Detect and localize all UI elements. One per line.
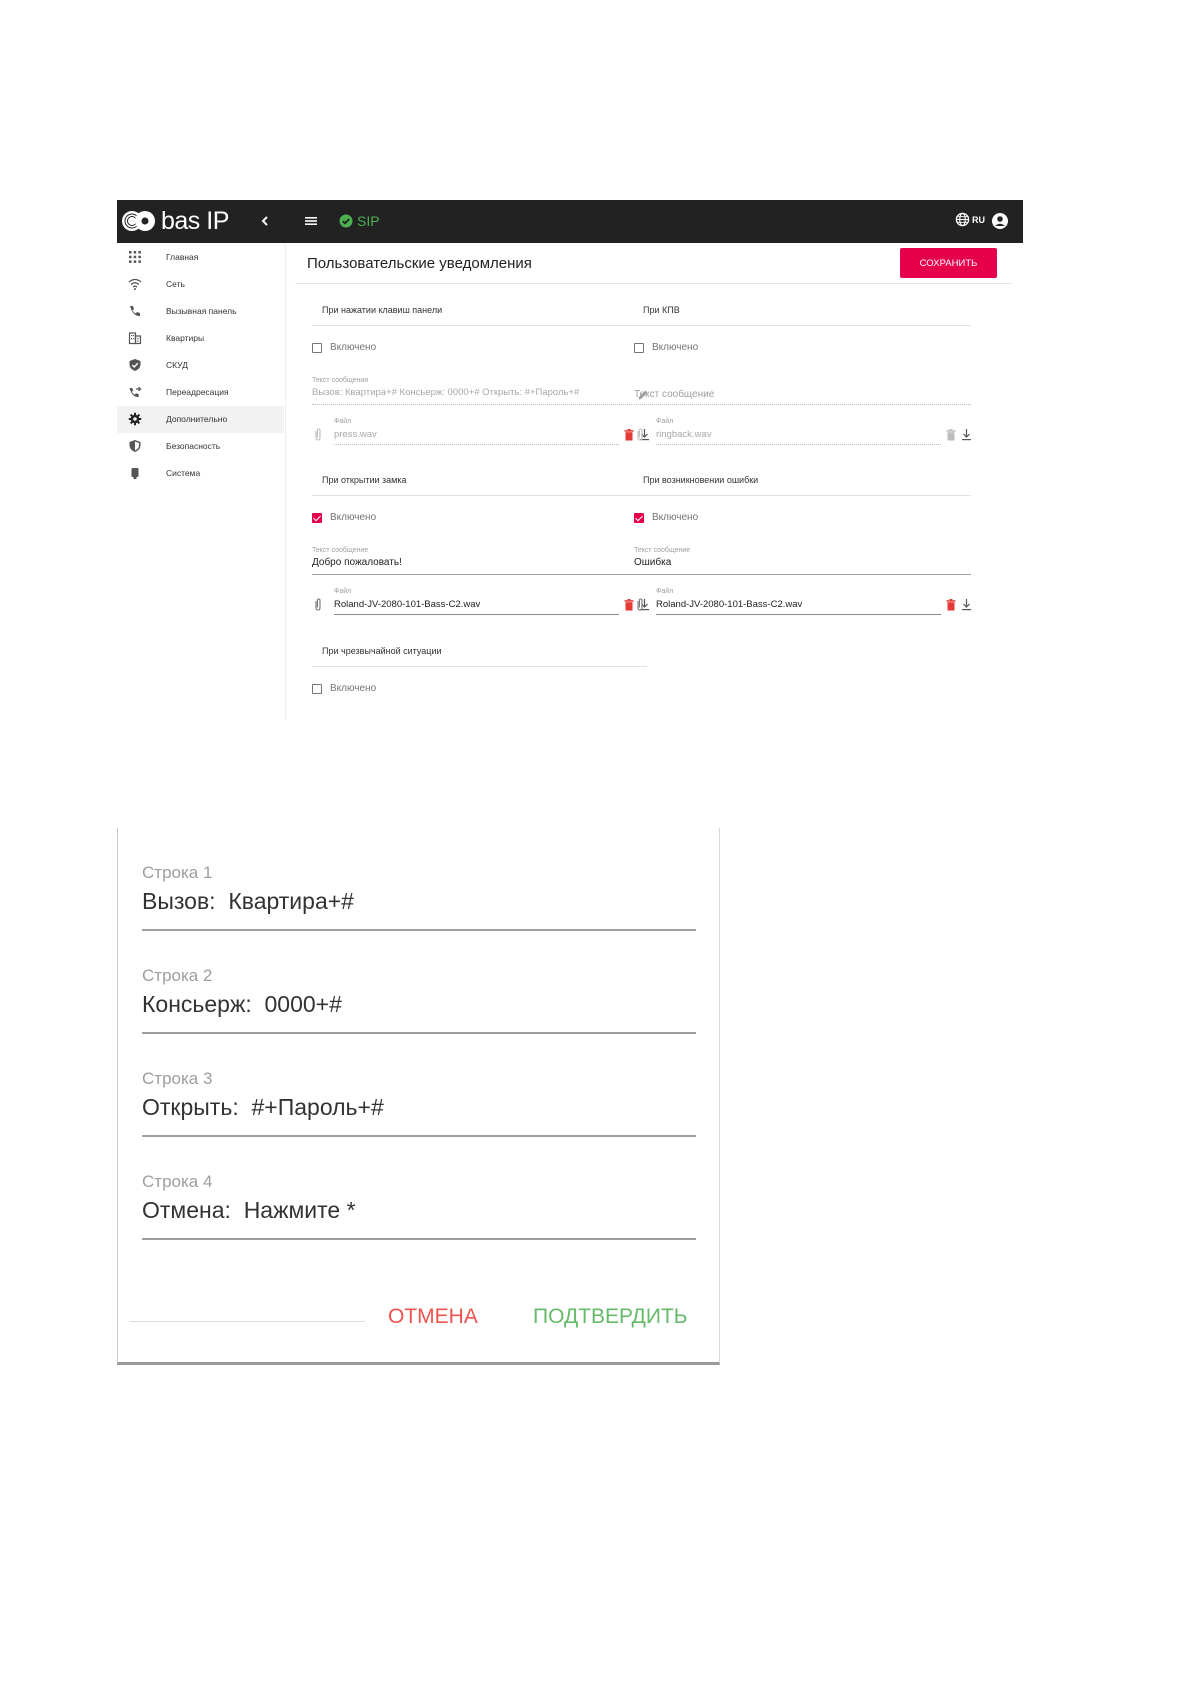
- error-file-field[interactable]: [634, 588, 974, 618]
- sidebar-item-label: Система: [166, 468, 201, 478]
- lock-enabled-checkbox[interactable]: [312, 512, 376, 523]
- kpv-file-field[interactable]: [634, 418, 974, 448]
- checkbox-label: Включено: [652, 512, 699, 523]
- field-underline: [142, 929, 696, 931]
- section-title-lock: При открытии замка: [322, 475, 407, 485]
- security-icon: [128, 439, 142, 453]
- paperclip-icon: [312, 428, 324, 442]
- sidebar-item-forwarding[interactable]: [117, 379, 284, 406]
- checkbox-label: Включено: [330, 512, 377, 523]
- trash-icon[interactable]: [624, 429, 634, 441]
- account-icon[interactable]: [991, 212, 1009, 230]
- field-value: Добро пожаловать!: [312, 557, 402, 568]
- section-title-kpv: При КПВ: [643, 305, 680, 315]
- trash-icon[interactable]: [946, 429, 956, 441]
- sidebar-item-label: Переадресация: [166, 387, 229, 397]
- sidebar-item-label: Главная: [166, 252, 199, 262]
- download-icon[interactable]: [961, 598, 972, 611]
- section-title-keys: При нажатии клавиш панели: [322, 305, 443, 315]
- sidebar-item-label: Квартиры: [166, 333, 205, 343]
- chip-icon: [128, 466, 142, 480]
- sidebar-item-call-panel[interactable]: [117, 298, 284, 325]
- keys-enabled-checkbox[interactable]: [312, 342, 376, 353]
- field-value[interactable]: Вызов: Квартира+#: [142, 888, 354, 914]
- settings-screenshot: [117, 200, 1023, 720]
- lock-file-field[interactable]: [312, 588, 652, 618]
- sidebar-item-label: Безопасность: [166, 441, 221, 451]
- checkbox-label: Включено: [652, 342, 699, 353]
- field-label: Текст сообщения: [312, 377, 369, 384]
- sidebar-item-security[interactable]: [117, 433, 284, 460]
- checkbox-box[interactable]: [634, 513, 644, 523]
- file-name: ringback.wav: [656, 429, 712, 440]
- line-3-field[interactable]: [142, 1069, 696, 1159]
- divider: [130, 1321, 365, 1322]
- field-label: Строка 4: [142, 1172, 213, 1191]
- paperclip-icon: [634, 598, 646, 612]
- trash-icon[interactable]: [946, 599, 956, 611]
- field-underline: [142, 1135, 696, 1137]
- sidebar-item-label: СКУД: [166, 360, 188, 370]
- file-underline: [656, 444, 941, 445]
- field-underline: [634, 574, 971, 575]
- sidebar-item-advanced[interactable]: [117, 406, 284, 433]
- building-icon: [128, 331, 142, 345]
- check-circle-icon: [339, 214, 353, 228]
- error-enabled-checkbox[interactable]: [634, 512, 698, 523]
- sidebar: [117, 243, 286, 720]
- section-divider: [634, 325, 971, 326]
- file-label: Файл: [334, 588, 352, 595]
- sip-status: [339, 210, 380, 232]
- field-label: Строка 2: [142, 966, 213, 985]
- sidebar-item-label: Дополнительно: [166, 414, 228, 424]
- field-value[interactable]: Открыть: #+Пароль+#: [142, 1094, 384, 1120]
- sidebar-item-access-control[interactable]: [117, 352, 284, 379]
- file-name: Roland-JV-2080-101-Bass-C2.wav: [334, 599, 481, 610]
- shield-check-icon: [128, 358, 142, 372]
- field-underline: [142, 1238, 696, 1240]
- main-content: [295, 243, 1011, 720]
- file-underline: [334, 444, 619, 445]
- sip-label: SIP: [357, 213, 380, 229]
- paperclip-icon: [634, 428, 646, 442]
- checkbox-label: Включено: [330, 683, 377, 694]
- kpv-enabled-checkbox[interactable]: [634, 342, 698, 353]
- file-name: Roland-JV-2080-101-Bass-C2.wav: [656, 599, 803, 610]
- field-underline: [312, 574, 649, 575]
- sidebar-item-home[interactable]: [117, 244, 284, 271]
- wifi-icon: [128, 277, 142, 291]
- cancel-button[interactable]: ОТМЕНА: [388, 1305, 478, 1328]
- emergency-enabled-checkbox[interactable]: [312, 683, 376, 694]
- top-bar: [117, 200, 1023, 243]
- download-icon[interactable]: [961, 428, 972, 441]
- sidebar-item-apartments[interactable]: [117, 325, 284, 352]
- field-label: Строка 1: [142, 863, 213, 882]
- field-value[interactable]: Отмена: Нажмите *: [142, 1197, 356, 1223]
- checkbox-box[interactable]: [634, 343, 644, 353]
- checkbox-box[interactable]: [312, 513, 322, 523]
- language-selector[interactable]: [955, 212, 985, 227]
- divider: [295, 283, 1011, 284]
- language-label: RU: [972, 214, 985, 225]
- line-4-field[interactable]: [142, 1172, 696, 1262]
- section-divider: [312, 495, 647, 496]
- field-label: Строка 3: [142, 1069, 213, 1088]
- checkbox-label: Включено: [330, 342, 377, 353]
- message-lines-dialog: [117, 828, 720, 1365]
- section-divider: [312, 666, 647, 667]
- field-label: Текст сообщение: [634, 547, 691, 554]
- section-divider: [634, 495, 971, 496]
- section-title-emergency: При чрезвычайной ситуации: [322, 646, 442, 656]
- field-value: Вызов: Квартира+# Консьерж: 0000+# Открыть: #+Пароль+#: [312, 387, 580, 398]
- logo-icon: [121, 210, 157, 232]
- field-underline: [634, 404, 971, 405]
- file-label: Файл: [334, 418, 352, 425]
- file-underline: [656, 614, 941, 615]
- logo: [121, 208, 229, 234]
- field-underline: [142, 1032, 696, 1034]
- file-underline: [334, 614, 619, 615]
- logo-text: bas IP: [161, 206, 229, 235]
- file-label: Файл: [656, 418, 674, 425]
- page-title: Пользовательские уведомления: [307, 255, 532, 272]
- gear-icon: [128, 412, 142, 426]
- save-button[interactable]: СОХРАНИТЬ: [900, 248, 997, 278]
- sidebar-item-network[interactable]: [117, 271, 284, 298]
- phone-icon: [128, 304, 142, 318]
- section-title-error: При возникновении ошибки: [643, 475, 759, 485]
- line-1-field[interactable]: [142, 863, 696, 953]
- sidebar-item-system[interactable]: [117, 460, 284, 487]
- apps-grid-icon: [128, 250, 142, 264]
- sidebar-item-label: Сеть: [166, 279, 185, 289]
- globe-icon: [955, 212, 970, 227]
- chevron-left-icon[interactable]: [255, 211, 275, 231]
- file-label: Файл: [656, 588, 674, 595]
- checkbox-box[interactable]: [312, 684, 322, 694]
- field-value: Ошибка: [634, 557, 672, 568]
- section-divider: [312, 325, 647, 326]
- phone-forward-icon: [128, 385, 142, 399]
- line-2-field[interactable]: [142, 966, 696, 1056]
- keys-file-field[interactable]: [312, 418, 652, 448]
- field-underline: [312, 404, 632, 405]
- confirm-button[interactable]: ПОДТВЕРДИТЬ: [533, 1305, 688, 1328]
- paperclip-icon: [312, 598, 324, 612]
- field-label: Текст сообщение: [312, 547, 369, 554]
- field-placeholder: Текст сообщение: [634, 389, 715, 400]
- sidebar-item-label: Вызывная панель: [166, 306, 237, 316]
- field-value[interactable]: Консьерж: 0000+#: [142, 991, 342, 1017]
- trash-icon[interactable]: [624, 599, 634, 611]
- file-name: press.wav: [334, 429, 377, 440]
- menu-icon[interactable]: [301, 211, 321, 231]
- checkbox-box[interactable]: [312, 343, 322, 353]
